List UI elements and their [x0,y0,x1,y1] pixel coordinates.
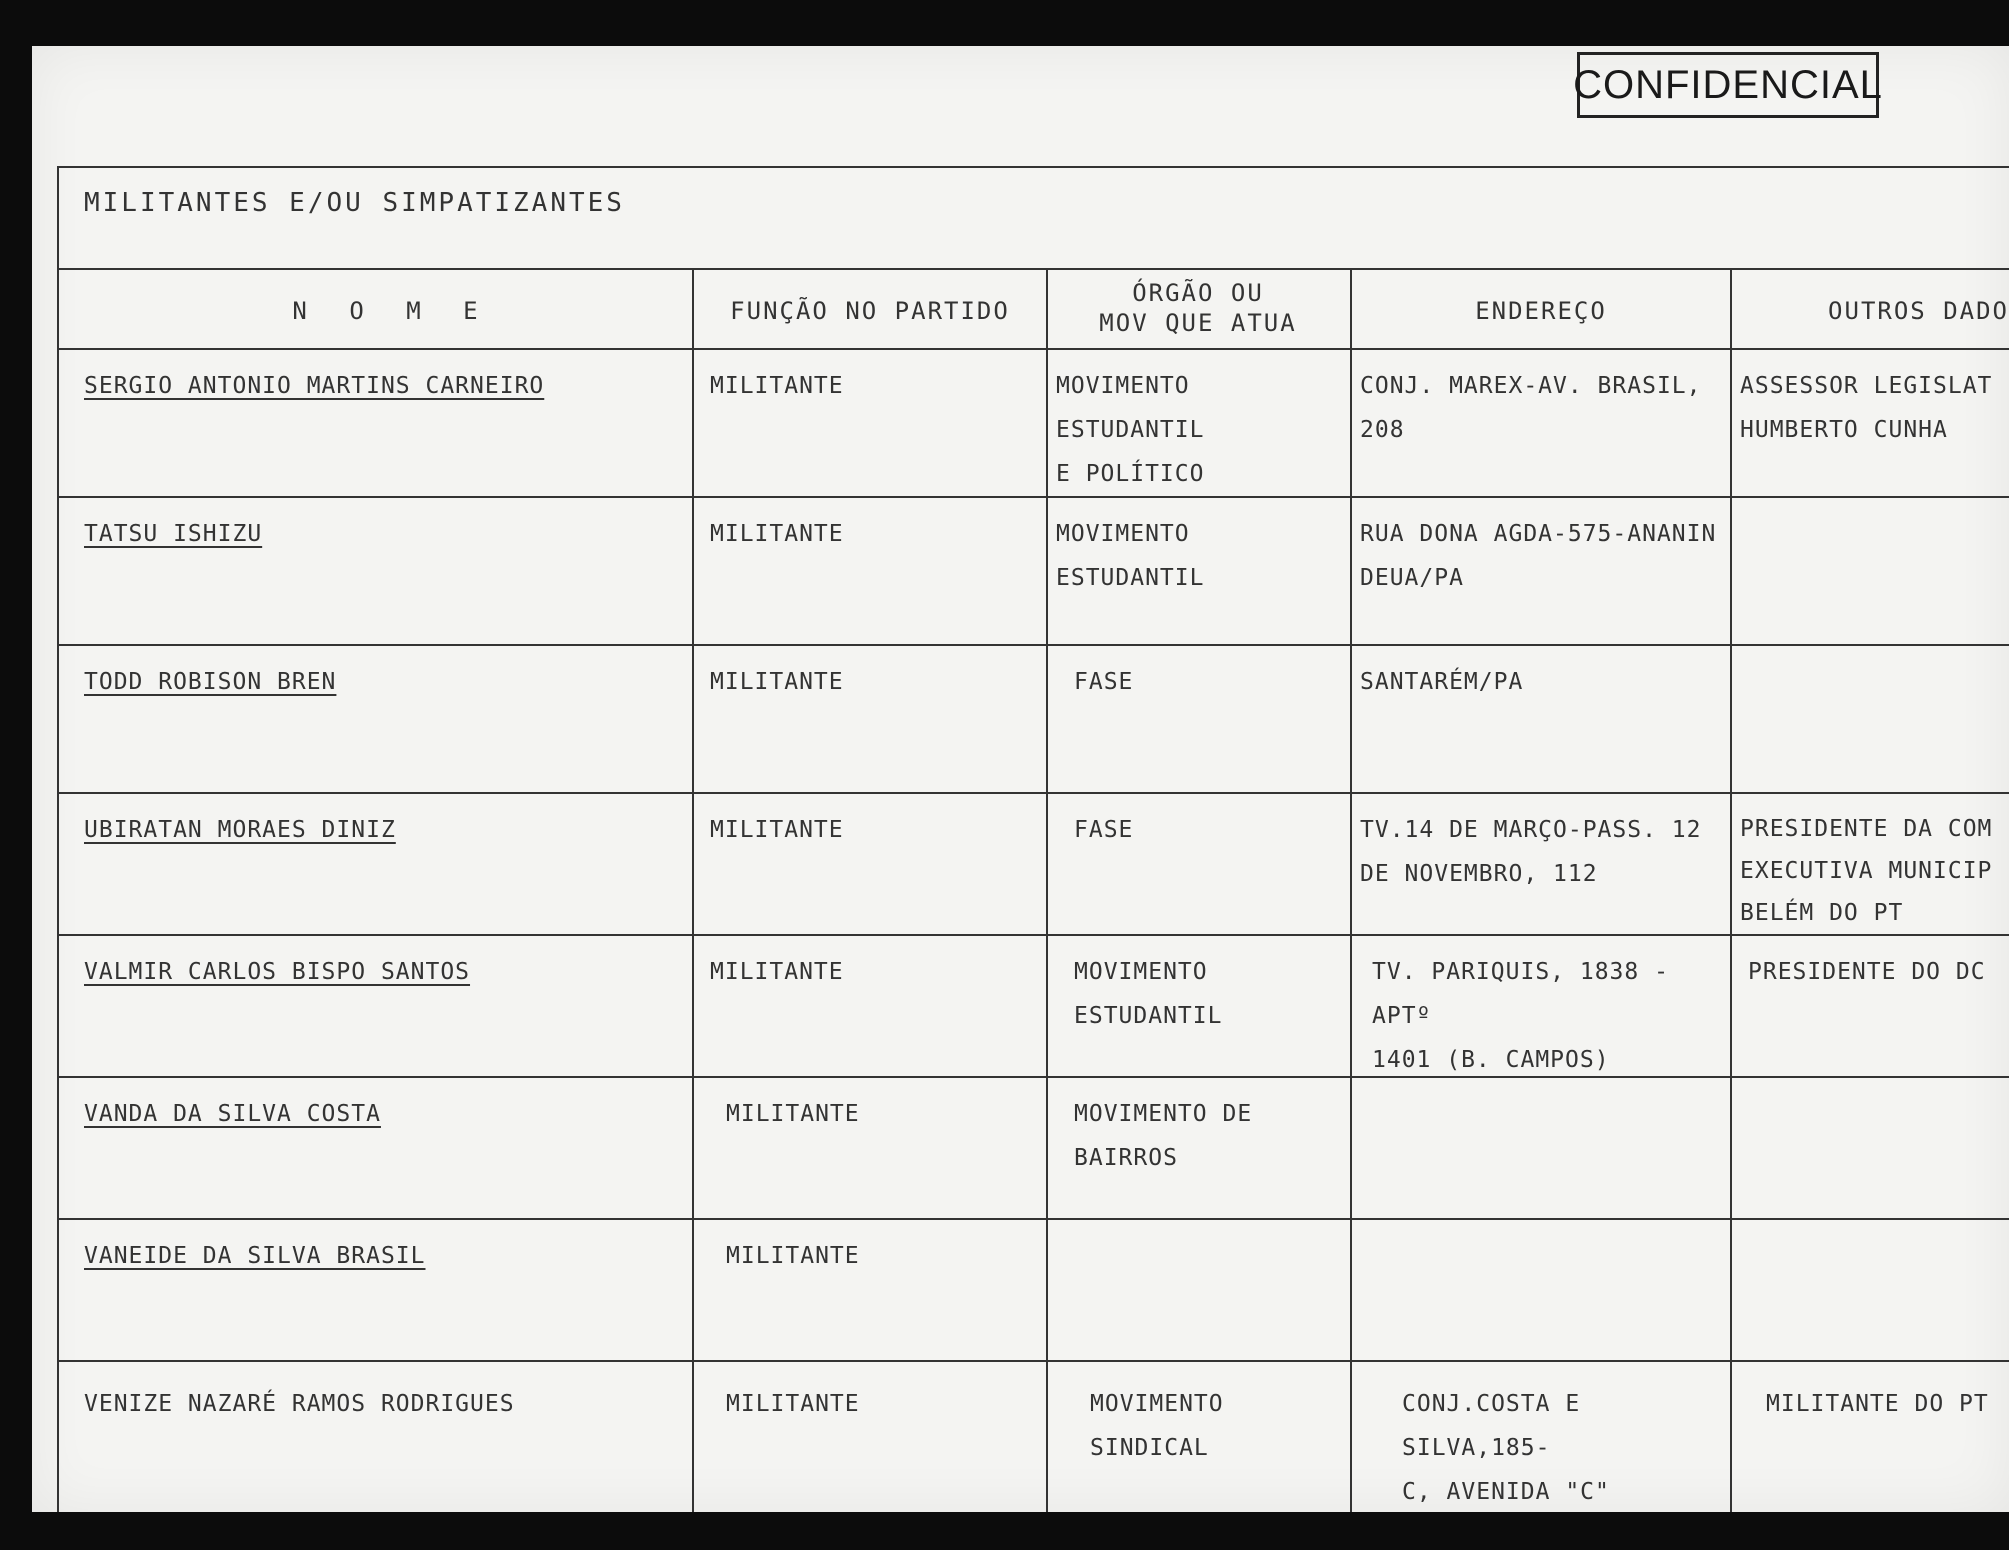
column-rule [1046,268,1048,1512]
table-cell-endereco: CONJ. MAREX-AV. BRASIL, 208 [1360,373,1702,443]
column-header-endereco: ENDEREÇO [1475,297,1607,325]
document-page [32,46,2009,1512]
column-header-funcao: FUNÇÃO NO PARTIDO [730,297,1010,325]
header-top-rule [57,268,2009,270]
table-top-rule [57,166,2009,168]
row-rule [57,792,2009,794]
table-cell-funcao: MILITANTE [710,817,844,843]
table-cell-endereco: RUA DONA AGDA-575-ANANIN DEUA/PA [1360,521,1717,591]
column-rule [692,268,694,1512]
table-cell-funcao: MILITANTE [726,1391,860,1417]
table-cell-orgao: MOVIMENTO ESTUDANTIL [1056,521,1205,591]
column-header-orgao: ÓRGÃO OU MOV QUE ATUA [1099,279,1297,337]
table-cell-funcao: MILITANTE [726,1101,860,1127]
column-header-outros: OUTROS DADO [1828,297,2009,325]
table-cell-outros: PRESIDENTE DO DC [1748,959,1986,985]
table-cell-outros: ASSESSOR LEGISLAT HUMBERTO CUNHA [1740,373,1993,443]
table-cell-endereco: TV. PARIQUIS, 1838 -APTº 1401 (B. CAMPOS) [1372,959,1669,1073]
table-cell-orgao: MOVIMENTO SINDICAL [1090,1391,1224,1461]
table-cell-nome: VENIZE NAZARÉ RAMOS RODRIGUES [84,1391,515,1417]
table-cell-nome: TODD ROBISON BREN [84,669,337,695]
table-cell-nome: SERGIO ANTONIO MARTINS CARNEIRO [84,373,545,399]
table-cell-orgao: MOVIMENTO ESTUDANTIL [1074,959,1223,1029]
row-rule [57,934,2009,936]
row-rule [57,1360,2009,1362]
row-rule [57,496,2009,498]
table-cell-nome: TATSU ISHIZU [84,521,263,547]
table-cell-orgao: FASE [1074,817,1134,843]
table-cell-funcao: MILITANTE [710,373,844,399]
table-cell-outros: MILITANTE DO PT [1766,1391,1989,1417]
table-cell-funcao: MILITANTE [710,521,844,547]
row-rule [57,644,2009,646]
table-cell-orgao: MOVIMENTO ESTUDANTIL E POLÍTICO [1056,373,1205,487]
column-header-nome: N O M E [292,297,492,325]
table-cell-orgao: MOVIMENTO DE BAIRROS [1074,1101,1253,1171]
table-cell-funcao: MILITANTE [710,669,844,695]
table-cell-funcao: MILITANTE [710,959,844,985]
table-cell-orgao: FASE [1074,669,1134,695]
section-title: MILITANTES E/OU SIMPATIZANTES [84,188,625,218]
table-cell-nome: VANDA DA SILVA COSTA [84,1101,381,1127]
header-bottom-rule [57,348,2009,350]
table-cell-endereco: TV.14 DE MARÇO-PASS. 12 DE NOVEMBRO, 112 [1360,817,1702,887]
table-cell-nome: VALMIR CARLOS BISPO SANTOS [84,959,471,985]
table-cell-endereco: SANTARÉM/PA [1360,669,1524,695]
table-cell-outros: PRESIDENTE DA COM EXECUTIVA MUNICIP BELÉM DO PT [1740,816,1993,926]
table-cell-funcao: MILITANTE [726,1243,860,1269]
row-rule [57,1218,2009,1220]
column-rule [1730,268,1732,1512]
column-rule [1350,268,1352,1512]
table-cell-nome: VANEIDE DA SILVA BRASIL [84,1243,426,1269]
table-left-rule [57,166,59,1512]
table-cell-nome: UBIRATAN MORAES DINIZ [84,817,396,843]
table-cell-endereco: CONJ.COSTA E SILVA,185- C, AVENIDA "C" [1402,1391,1610,1505]
confidential-stamp: CONFIDENCIAL [1577,52,1879,118]
